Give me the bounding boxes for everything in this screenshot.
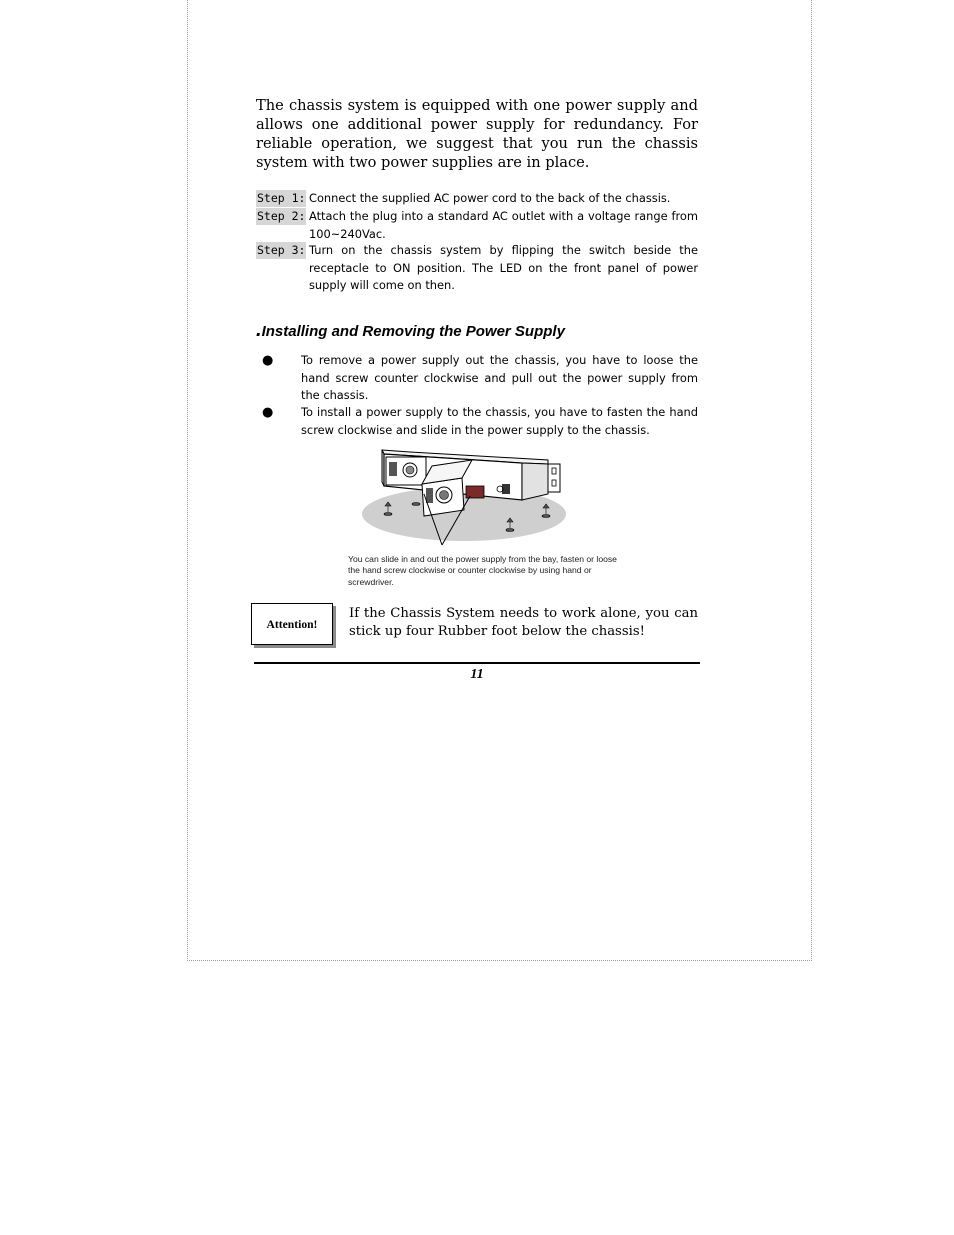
page-number: 11 bbox=[470, 667, 484, 682]
step-3-text: Turn on the chassis system by flipping the switch beside the receptacle to ON position. The LED on the front panel of power supply will come on then. bbox=[309, 243, 698, 292]
step-2 bbox=[256, 208, 698, 244]
bullet-dot-icon: ● bbox=[262, 353, 274, 368]
step-2-label: Step 2: bbox=[257, 209, 306, 223]
bullet-text-install: To install a power supply to the chassis, you have to fasten the hand screw clockwise and slide in the power supply to the chassis. bbox=[301, 405, 698, 437]
section-title: Installing and Removing the Power Supply bbox=[261, 323, 565, 340]
bullet-item-install bbox=[262, 404, 698, 440]
chassis-power-supply-illustration bbox=[362, 448, 568, 552]
step-3-label: Step 3: bbox=[257, 243, 306, 257]
step-2-text: Attach the plug into a standard AC outlet with a voltage range from 100~240Vac. bbox=[309, 209, 698, 241]
bullet-dot-icon: ● bbox=[262, 405, 274, 420]
footer-rule bbox=[254, 662, 700, 664]
step-3 bbox=[256, 242, 698, 296]
step-1 bbox=[256, 190, 698, 208]
bullet-item-remove bbox=[262, 352, 698, 404]
section-heading bbox=[256, 320, 565, 342]
attention-text: If the Chassis System needs to work alone, you can stick up four Rubber foot below the chassis! bbox=[349, 606, 698, 639]
bullet-text-remove: To remove a power supply out the chassis, you have to loose the hand screw counter clockwise and pull out the power supply from the chassis. bbox=[301, 353, 698, 402]
step-1-label: Step 1: bbox=[257, 191, 306, 205]
attention-box bbox=[251, 603, 333, 645]
section-bullet: . bbox=[256, 319, 262, 341]
attention-label: Attention! bbox=[266, 617, 318, 631]
intro-paragraph: The chassis system is equipped with one power supply and allows one additional power supply for redundancy. For reliable operation, we suggest that you run the chassis system with two power supplies are in place. bbox=[256, 97, 698, 171]
figure-caption: You can slide in and out the power supply from the bay, fasten or loose the hand screw clockwise or counter clockwise by using hand or screwdriver. bbox=[348, 554, 617, 587]
step-1-text: Connect the supplied AC power cord to the back of the chassis. bbox=[309, 191, 671, 205]
